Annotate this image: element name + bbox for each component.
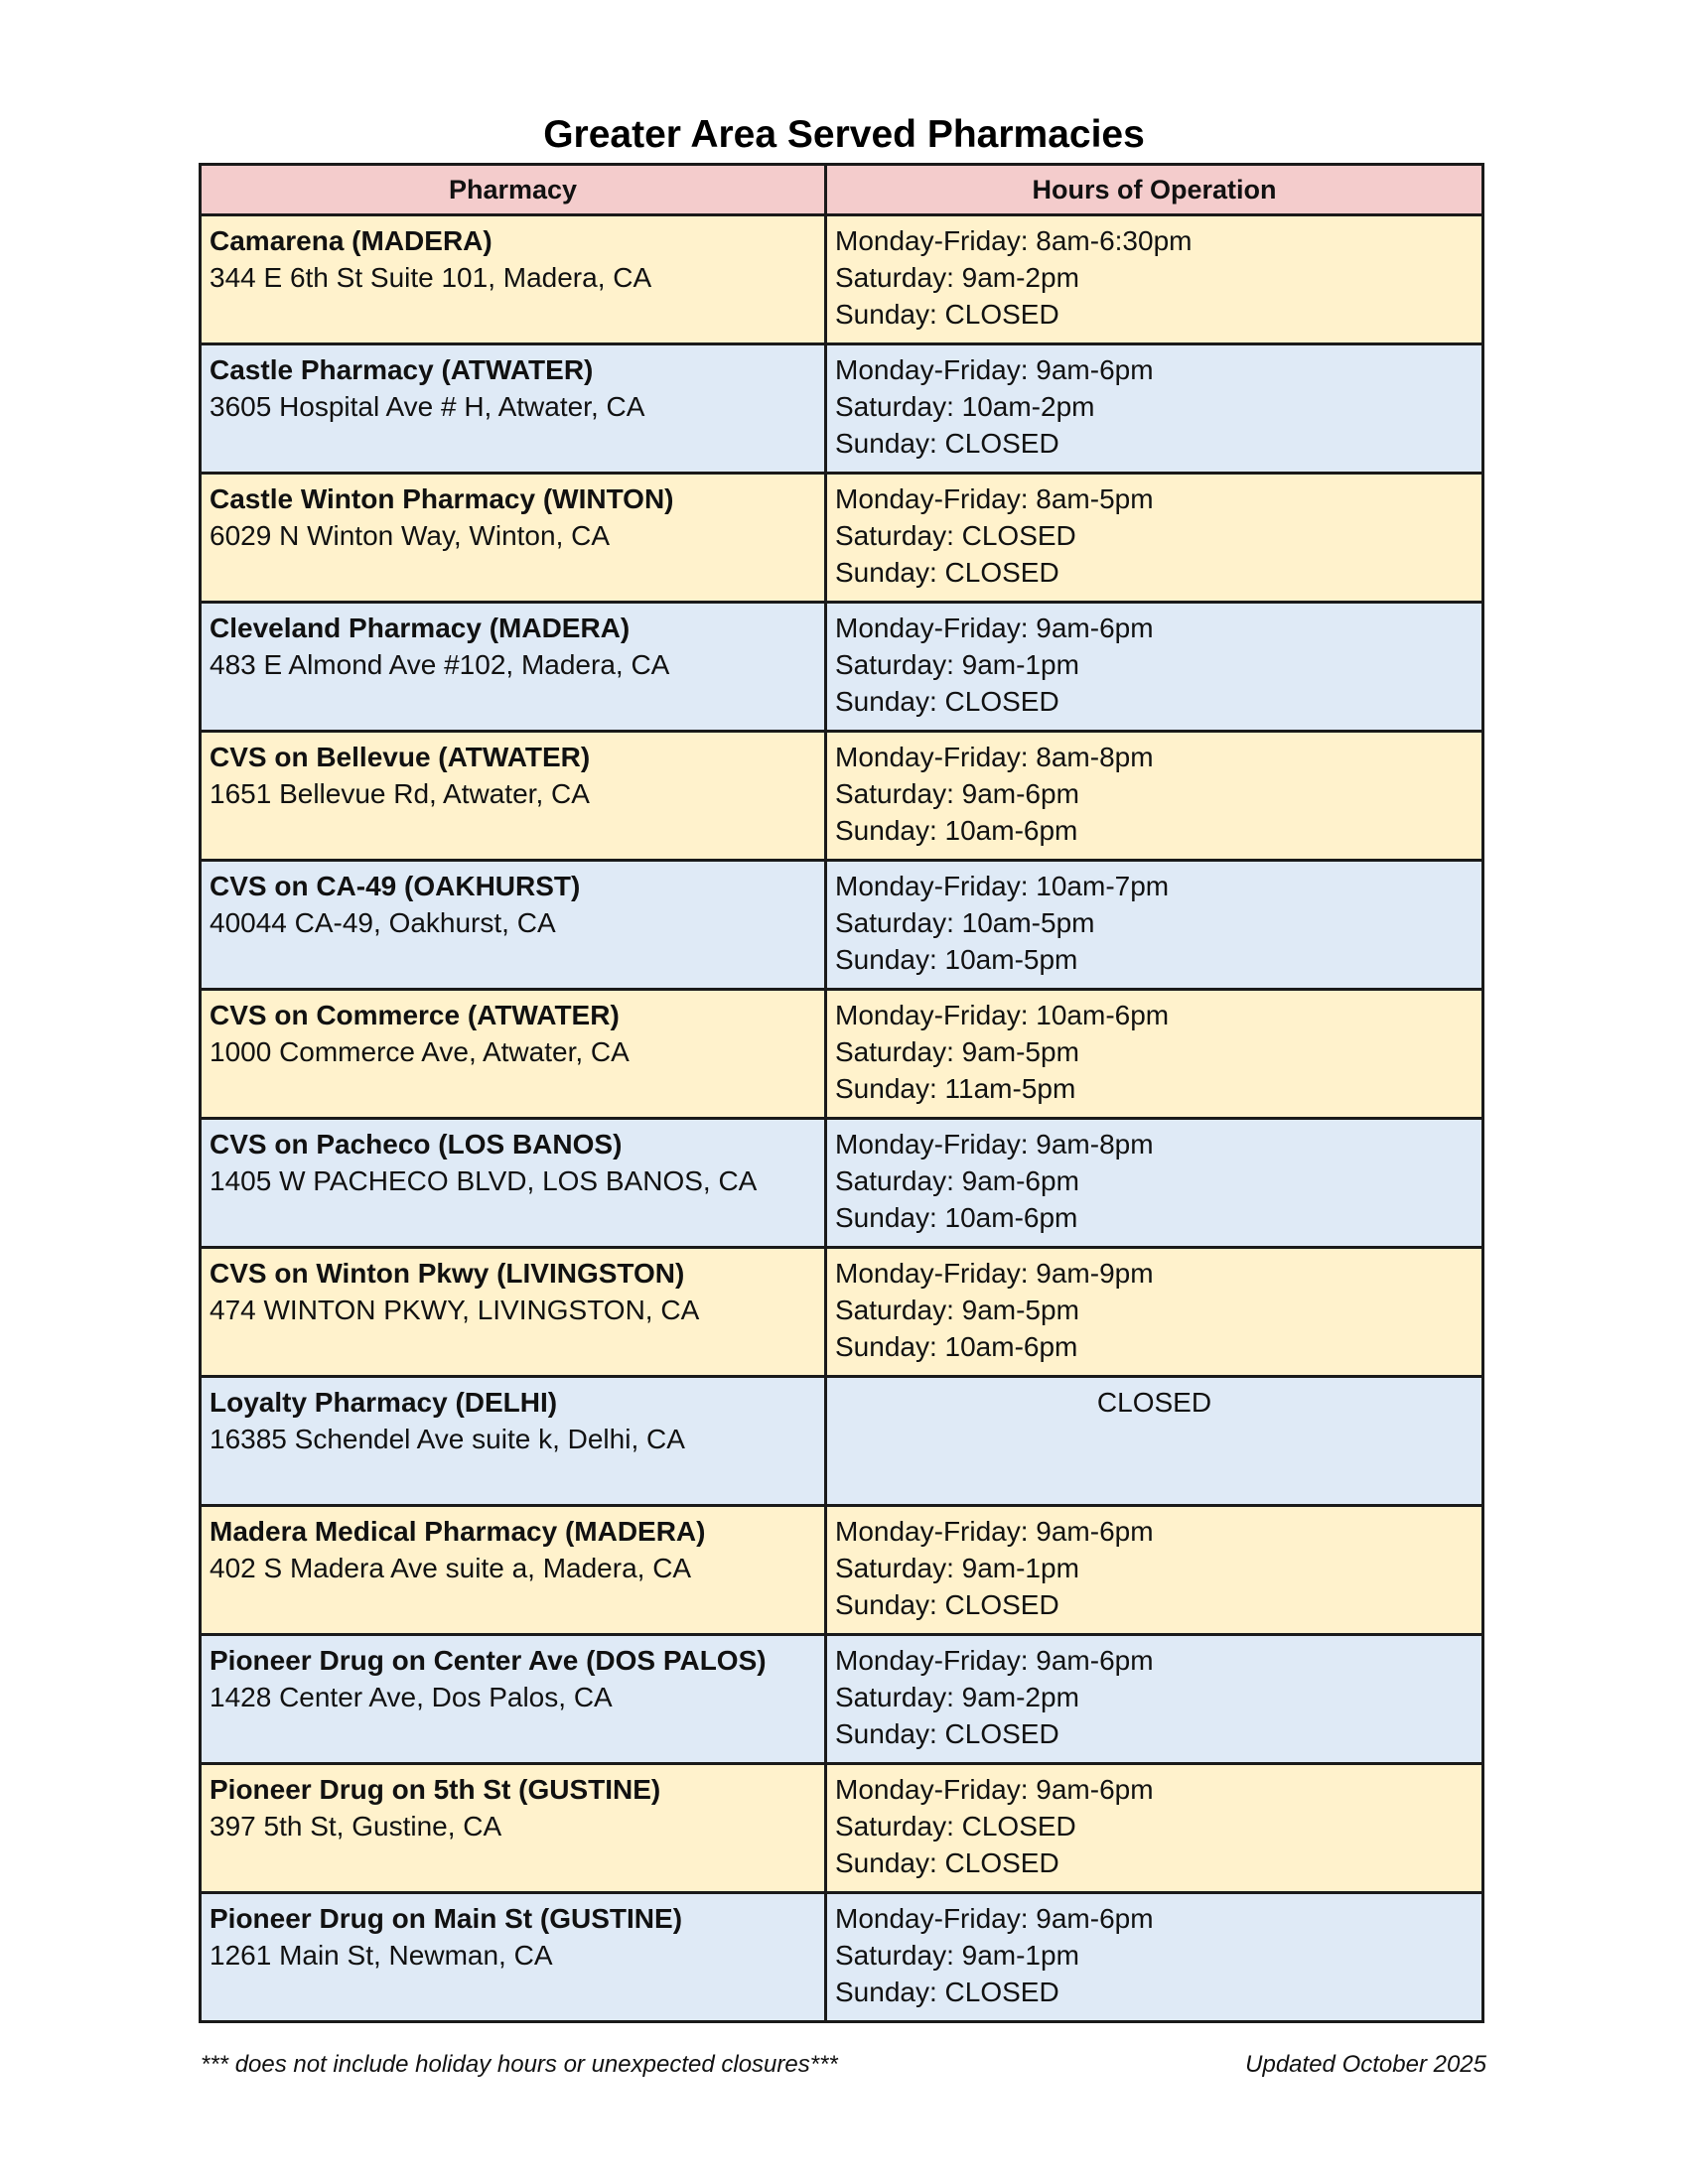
hours-saturday: Saturday: 9am-6pm	[835, 778, 1079, 809]
table-row	[201, 474, 1483, 603]
hours-saturday: Saturday: 9am-1pm	[835, 1553, 1079, 1583]
pharmacy-address: 6029 N Winton Way, Winton, CA	[210, 520, 611, 551]
pharmacy-name: Cleveland Pharmacy (MADERA)	[210, 613, 631, 643]
hours-saturday: Saturday: CLOSED	[835, 1811, 1076, 1842]
pharmacy-name: Castle Winton Pharmacy (WINTON)	[210, 483, 674, 514]
table-row	[201, 215, 1483, 344]
pharmacy-name: Castle Pharmacy (ATWATER)	[210, 354, 594, 385]
hours-sunday: Sunday: CLOSED	[835, 428, 1059, 459]
table-row	[201, 1248, 1483, 1377]
table-row	[201, 1635, 1483, 1764]
hours-sunday: Sunday: CLOSED	[835, 1718, 1059, 1749]
hours-weekday: Monday-Friday: 10am-7pm	[835, 871, 1170, 901]
pharmacy-cell	[201, 1377, 826, 1506]
pharmacy-address: 3605 Hospital Ave # H, Atwater, CA	[210, 391, 645, 422]
pharmacy-cell	[201, 215, 826, 344]
hours-saturday: Saturday: 10am-5pm	[835, 907, 1095, 938]
pharmacy-address: 1261 Main St, Newman, CA	[210, 1940, 553, 1971]
page-title: Greater Area Served Pharmacies	[543, 113, 1145, 156]
table-row	[201, 344, 1483, 474]
hours-weekday: Monday-Friday: 8am-5pm	[835, 483, 1154, 514]
hours-weekday: Monday-Friday: 9am-6pm	[835, 1645, 1154, 1676]
pharmacy-address: 483 E Almond Ave #102, Madera, CA	[210, 649, 670, 680]
hours-weekday: Monday-Friday: 10am-6pm	[835, 1000, 1170, 1030]
hours-saturday: Saturday: 9am-5pm	[835, 1295, 1079, 1325]
hours-weekday: Monday-Friday: 9am-6pm	[835, 354, 1154, 385]
hours-sunday: Sunday: CLOSED	[835, 299, 1059, 330]
hours-cell	[826, 1893, 1483, 2022]
pharmacy-cell	[201, 990, 826, 1119]
pharmacy-address: 1651 Bellevue Rd, Atwater, CA	[210, 778, 590, 809]
hours-sunday: Sunday: 10am-6pm	[835, 1202, 1078, 1233]
pharmacy-name: Madera Medical Pharmacy (MADERA)	[210, 1516, 706, 1547]
pharmacy-address: 402 S Madera Ave suite a, Madera, CA	[210, 1553, 692, 1583]
hours-sunday: Sunday: CLOSED	[835, 1589, 1059, 1620]
pharmacy-cell	[201, 344, 826, 474]
hours-sunday: Sunday: 10am-6pm	[835, 815, 1078, 846]
pharmacy-table	[199, 163, 1484, 2023]
pharmacy-name: Loyalty Pharmacy (DELHI)	[210, 1387, 558, 1418]
hours-saturday: Saturday: 9am-5pm	[835, 1036, 1079, 1067]
pharmacy-cell	[201, 603, 826, 732]
pharmacy-cell	[201, 1248, 826, 1377]
table-row	[201, 1893, 1483, 2022]
hours-weekday: Monday-Friday: 9am-6pm	[835, 1774, 1154, 1805]
pharmacy-cell	[201, 474, 826, 603]
table-row	[201, 1506, 1483, 1635]
hours-sunday: Sunday: CLOSED	[835, 686, 1059, 717]
hours-saturday: Saturday: 10am-2pm	[835, 391, 1095, 422]
pharmacy-name: Pioneer Drug on Main St (GUSTINE)	[210, 1903, 683, 1934]
hours-cell	[826, 1248, 1483, 1377]
pharmacy-address: 40044 CA-49, Oakhurst, CA	[210, 907, 556, 938]
pharmacy-name: CVS on Pacheco (LOS BANOS)	[210, 1129, 623, 1160]
table-row	[201, 1764, 1483, 1893]
hours-saturday: Saturday: CLOSED	[835, 520, 1076, 551]
hours-cell	[826, 1635, 1483, 1764]
table-row	[201, 1119, 1483, 1248]
hours-sunday: Sunday: CLOSED	[835, 557, 1059, 588]
table-row	[201, 732, 1483, 861]
pharmacy-address: 474 WINTON PKWY, LIVINGSTON, CA	[210, 1295, 700, 1325]
hours-sunday: Sunday: 10am-5pm	[835, 944, 1078, 975]
hours-cell	[826, 215, 1483, 344]
hours-saturday: Saturday: 9am-1pm	[835, 1940, 1079, 1971]
hours-cell	[826, 990, 1483, 1119]
hours-sunday: Sunday: 10am-6pm	[835, 1331, 1078, 1362]
hours-weekday: Monday-Friday: 9am-9pm	[835, 1258, 1154, 1289]
table-row	[201, 1377, 1483, 1506]
pharmacy-address: 397 5th St, Gustine, CA	[210, 1811, 502, 1842]
hours-saturday: Saturday: 9am-6pm	[835, 1165, 1079, 1196]
hours-cell-closed: CLOSED	[826, 1377, 1483, 1506]
pharmacy-cell	[201, 1893, 826, 2022]
hours-weekday: Monday-Friday: 8am-6:30pm	[835, 225, 1193, 256]
hours-sunday: Sunday: CLOSED	[835, 1847, 1059, 1878]
hours-saturday: Saturday: 9am-2pm	[835, 262, 1079, 293]
column-header-pharmacy: Pharmacy	[201, 165, 826, 215]
pharmacy-name: CVS on Winton Pkwy (LIVINGSTON)	[210, 1258, 685, 1289]
hours-weekday: Monday-Friday: 9am-6pm	[835, 613, 1154, 643]
hours-cell	[826, 1119, 1483, 1248]
hours-sunday: Sunday: CLOSED	[835, 1977, 1059, 2007]
pharmacy-address: 1428 Center Ave, Dos Palos, CA	[210, 1682, 613, 1712]
pharmacy-address: 344 E 6th St Suite 101, Madera, CA	[210, 262, 652, 293]
footnote: *** does not include holiday hours or unexpected closures***	[201, 2051, 838, 2078]
hours-cell	[826, 344, 1483, 474]
pharmacy-address: 1000 Commerce Ave, Atwater, CA	[210, 1036, 630, 1067]
hours-cell	[826, 732, 1483, 861]
pharmacy-cell	[201, 732, 826, 861]
hours-weekday: Monday-Friday: 8am-8pm	[835, 742, 1154, 772]
table-row	[201, 603, 1483, 732]
hours-cell	[826, 474, 1483, 603]
hours-cell	[826, 1506, 1483, 1635]
hours-cell	[826, 603, 1483, 732]
pharmacy-name: CVS on Bellevue (ATWATER)	[210, 742, 591, 772]
pharmacy-name: Pioneer Drug on Center Ave (DOS PALOS)	[210, 1645, 767, 1676]
hours-weekday: Monday-Friday: 9am-6pm	[835, 1903, 1154, 1934]
table-header-row	[201, 165, 1483, 215]
table-row	[201, 861, 1483, 990]
pharmacy-cell	[201, 861, 826, 990]
pharmacy-name: CVS on Commerce (ATWATER)	[210, 1000, 620, 1030]
hours-cell	[826, 861, 1483, 990]
hours-weekday: Monday-Friday: 9am-6pm	[835, 1516, 1154, 1547]
pharmacy-cell	[201, 1764, 826, 1893]
hours-sunday: Sunday: 11am-5pm	[835, 1073, 1076, 1104]
pharmacy-address: 16385 Schendel Ave suite k, Delhi, CA	[210, 1424, 685, 1454]
pharmacy-cell	[201, 1635, 826, 1764]
pharmacy-name: Pioneer Drug on 5th St (GUSTINE)	[210, 1774, 661, 1805]
pharmacy-cell	[201, 1119, 826, 1248]
column-header-hours: Hours of Operation	[826, 165, 1483, 215]
hours-weekday: Monday-Friday: 9am-8pm	[835, 1129, 1154, 1160]
table-row	[201, 990, 1483, 1119]
hours-saturday: Saturday: 9am-2pm	[835, 1682, 1079, 1712]
hours-saturday: Saturday: 9am-1pm	[835, 649, 1079, 680]
updated-date: Updated October 2025	[1245, 2051, 1486, 2078]
pharmacy-name: Camarena (MADERA)	[210, 225, 492, 256]
hours-cell	[826, 1764, 1483, 1893]
pharmacy-name: CVS on CA-49 (OAKHURST)	[210, 871, 581, 901]
pharmacy-address: 1405 W PACHECO BLVD, LOS BANOS, CA	[210, 1165, 758, 1196]
pharmacy-cell	[201, 1506, 826, 1635]
